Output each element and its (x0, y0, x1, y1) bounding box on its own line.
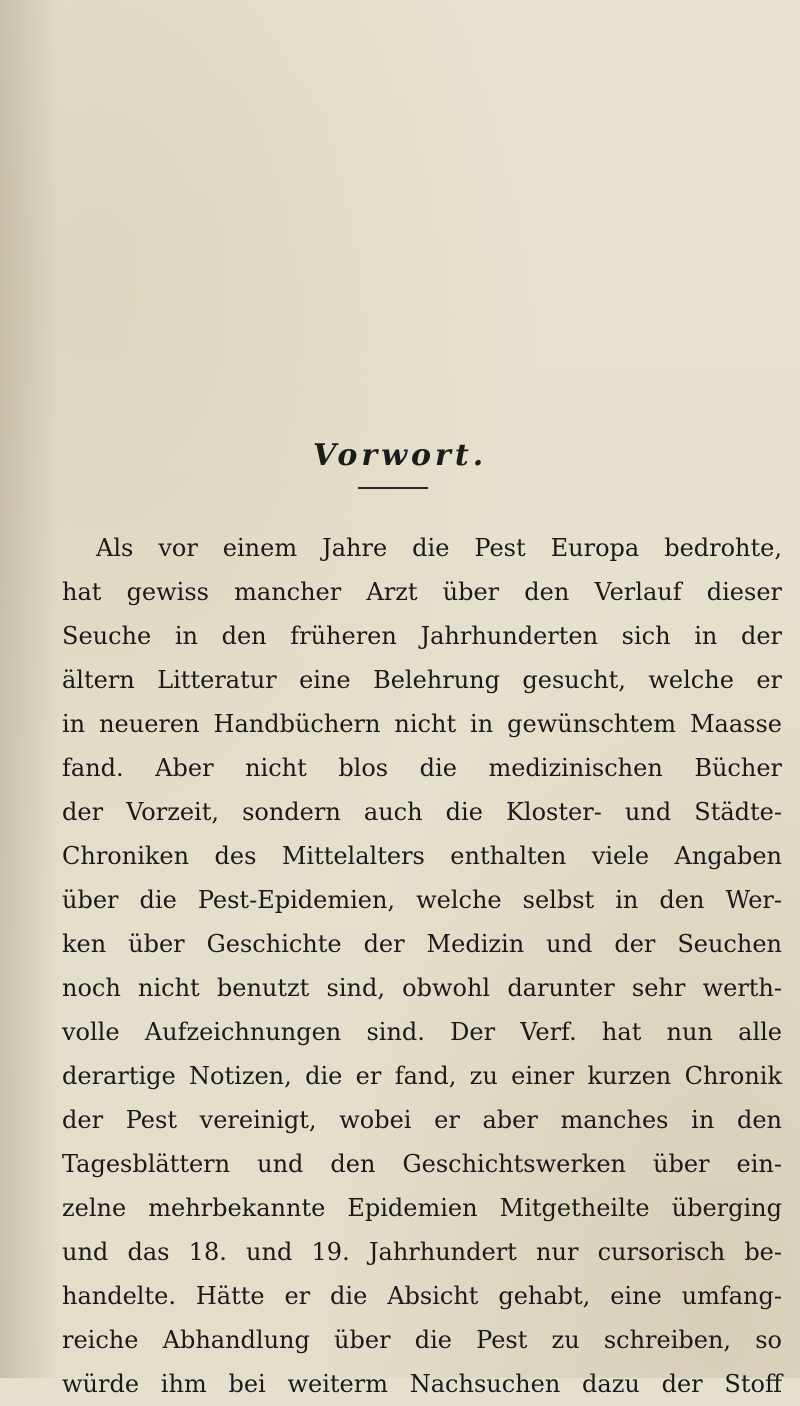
text-line: Als vor einem Jahre die Pest Europa bedrohte, (96, 534, 782, 562)
text-line: derartige Notizen, die er fand, zu einer kurzen Chronik (62, 1062, 782, 1090)
text-line: reiche Abhandlung über die Pest zu schreiben, so (62, 1326, 782, 1354)
text-line: ken über Geschichte der Medizin und der Seuchen (62, 930, 782, 958)
text-line: noch nicht benutzt sind, obwohl darunter sehr werth- (62, 974, 782, 1002)
page-gutter-shadow (0, 0, 60, 1378)
text-line: volle Aufzeichnungen sind. Der Verf. hat nun alle (62, 1018, 782, 1046)
text-line: Chroniken des Mittelalters enthalten viele Angaben (62, 842, 782, 870)
text-line: Seuche in den früheren Jahrhunderten sich in der (62, 622, 782, 650)
text-line: Tagesblättern und den Geschichtswerken über ein- (62, 1150, 782, 1178)
text-line: ältern Litteratur eine Belehrung gesucht, welche er (62, 666, 782, 694)
preface-paragraph (62, 526, 782, 1406)
text-line: zelne mehrbekannte Epidemien Mitgetheilte überging (62, 1194, 782, 1222)
text-line: und das 18. und 19. Jahrhundert nur cursorisch be- (62, 1238, 782, 1266)
text-line: über die Pest-Epidemien, welche selbst in den Wer- (62, 886, 782, 914)
text-line: handelte. Hätte er die Absicht gehabt, eine umfang- (62, 1282, 782, 1310)
page-title: Vorwort. (312, 438, 488, 473)
text-line: der Vorzeit, sondern auch die Kloster- und Städte- (62, 798, 782, 826)
text-line: würde ihm bei weiterm Nachsuchen dazu der Stoff (62, 1370, 782, 1398)
text-line: hat gewiss mancher Arzt über den Verlauf dieser (62, 578, 782, 606)
text-line: fand. Aber nicht blos die medizinischen Bücher (62, 754, 782, 782)
text-line: in neueren Handbüchern nicht in gewünschtem Maasse (62, 710, 782, 738)
text-line: der Pest vereinigt, wobei er aber manches in den (62, 1106, 782, 1134)
title-divider (358, 487, 428, 489)
